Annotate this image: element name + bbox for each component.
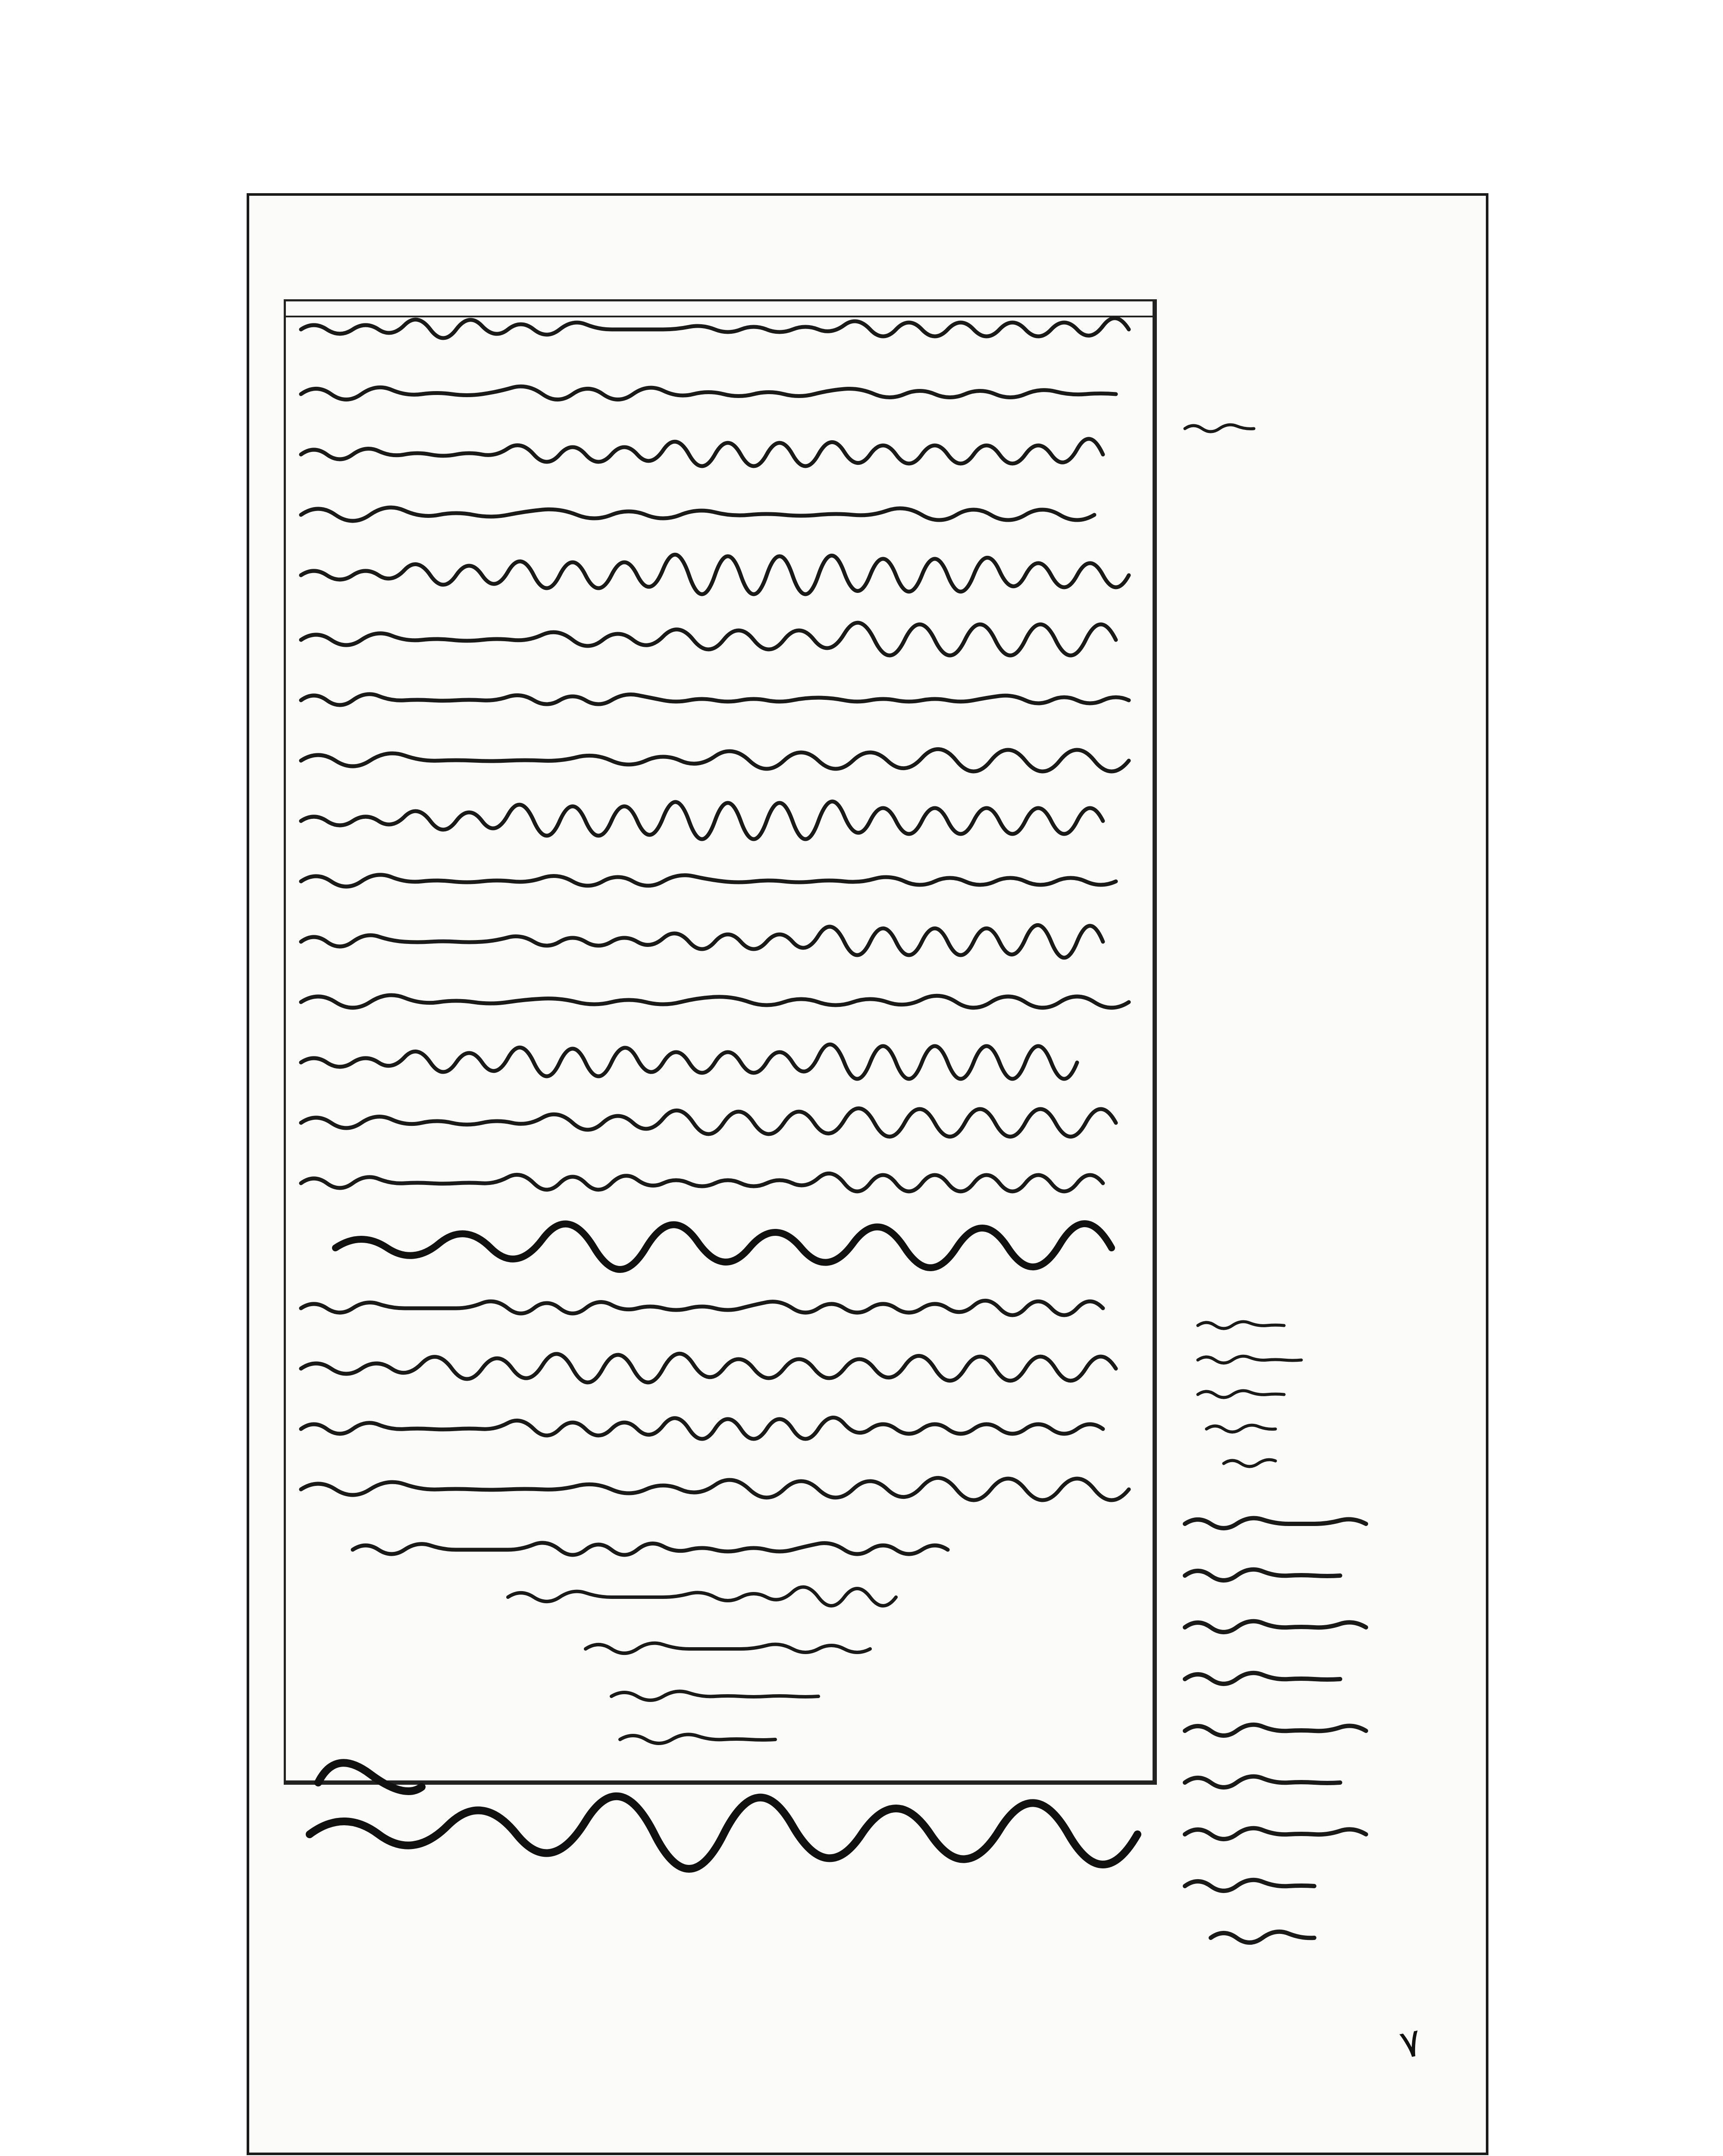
handwritten-manuscript-page-icon — [284, 299, 1405, 2024]
folio-number: ٧ — [1396, 2019, 1426, 2068]
manuscript-plate — [247, 193, 1488, 2155]
